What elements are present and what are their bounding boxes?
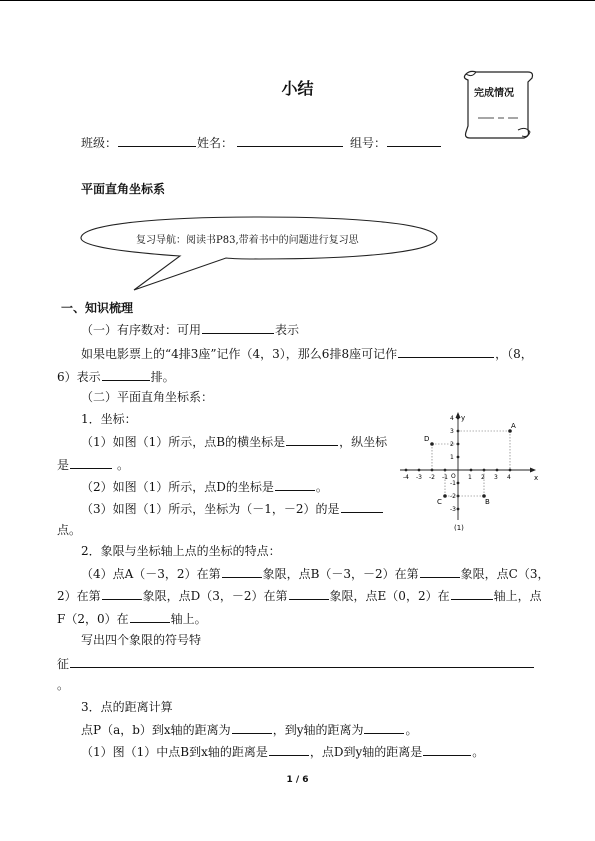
answer-blank[interactable]	[286, 433, 338, 446]
x-tick-mark	[405, 469, 408, 472]
y-tick-label: 3	[450, 428, 454, 435]
y-tick-label: -1	[450, 480, 456, 487]
text-line: （2）如图（1）所示，点D的坐标是 。	[81, 480, 328, 494]
text-line: （1）如图（1）所示，点B的横坐标是 ，纵坐标	[81, 435, 388, 449]
text-line: 2．象限与坐标轴上点的坐标的特点：	[81, 544, 281, 558]
y-tick-label: -3	[450, 506, 456, 513]
section-title: 平面直角坐标系	[81, 182, 166, 196]
top-rule	[0, 0, 595, 1]
y-tick-mark	[457, 456, 460, 459]
x-tick-label: 4	[507, 474, 511, 481]
answer-blank[interactable]	[398, 345, 494, 358]
group-field[interactable]	[387, 134, 441, 147]
x-tick-mark	[496, 469, 499, 472]
answer-blank[interactable]	[102, 368, 150, 381]
origin-label: O	[451, 473, 456, 480]
coordinate-figure	[396, 412, 542, 536]
answer-blank[interactable]	[269, 743, 309, 756]
text-line: 如果电影票上的“4排3座”记作（4，3），那么6排8座可记作 ，（8，	[81, 347, 533, 361]
y-tick-label: -2	[450, 493, 456, 500]
completion-scroll	[456, 68, 538, 144]
point-label: B	[485, 498, 490, 506]
y-tick-mark	[457, 508, 460, 511]
answer-blank[interactable]	[70, 655, 534, 668]
callout-text: 复习导航：阅读书P83,带着书中的问题进行复习思	[136, 235, 359, 246]
page-title: 小结	[281, 79, 314, 98]
group-label: 组号：	[350, 136, 387, 150]
y-tick-label: 2	[450, 441, 454, 448]
x-tick-label: -4	[403, 474, 409, 481]
answer-blank[interactable]	[275, 478, 315, 491]
text-line: （一）有序数对：可用 表示	[81, 323, 300, 337]
name-field[interactable]	[237, 134, 343, 147]
y-axis-label: y	[461, 414, 466, 422]
answer-blank[interactable]	[202, 321, 274, 334]
text-line: （3）如图（1）所示，坐标为（－1，－2）的是	[81, 500, 384, 517]
text-line: （二）平面直角坐标系：	[81, 390, 214, 404]
speech-bubble-icon	[76, 214, 442, 294]
answer-blank[interactable]	[232, 721, 272, 734]
answer-blank[interactable]	[289, 587, 329, 600]
x-tick-label: 1	[468, 474, 472, 481]
answer-blank[interactable]	[70, 456, 112, 469]
answer-blank[interactable]	[130, 610, 170, 623]
answer-blank[interactable]	[102, 587, 142, 600]
x-axis-label: x	[534, 474, 539, 482]
text-line: 点P（a，b）到x轴的距离为 ，到y轴的距离为 。	[81, 723, 418, 737]
point-marker	[443, 494, 447, 498]
x-tick-label: -1	[442, 474, 448, 481]
figure-caption: (1)	[454, 524, 464, 532]
answer-blank[interactable]	[423, 743, 471, 756]
x-tick-label: 2	[481, 474, 485, 481]
y-tick-mark	[457, 417, 460, 420]
x-tick-label: 3	[494, 474, 498, 481]
class-field[interactable]	[118, 134, 196, 147]
y-tick-mark	[457, 482, 460, 485]
text-line: 1．坐标：	[81, 412, 137, 426]
x-tick-label: -3	[416, 474, 422, 481]
y-tick-label: 4	[450, 415, 454, 422]
x-tick-mark	[470, 469, 473, 472]
text-line: 点。	[57, 523, 82, 537]
answer-blank[interactable]	[222, 565, 262, 578]
answer-blank[interactable]	[420, 565, 460, 578]
answer-blank[interactable]	[451, 587, 493, 600]
text-line: 是 。	[57, 458, 130, 472]
point-label: D	[424, 435, 430, 443]
point-label: A	[511, 422, 516, 430]
answer-blank[interactable]	[364, 721, 404, 734]
class-label: 班级：	[81, 136, 118, 150]
text-line: （1）图（1）中点B到x轴的距离是 ，点D到y轴的距离是 。	[81, 745, 485, 759]
text-line: 2）在第 象限，点D（3，－2）在第 象限，点E（0，2）在 轴上，点	[57, 589, 542, 603]
text-line: （4）点A（－3，2）在第 象限，点B（－3，－2）在第 象限，点C（3，	[81, 567, 550, 581]
text-line: F（2，0）在 轴上。	[57, 612, 207, 626]
answer-blank[interactable]	[341, 500, 383, 513]
page-number: 1 / 6	[286, 775, 309, 785]
y-tick-label: 1	[450, 454, 454, 461]
point-marker	[430, 442, 434, 446]
x-tick-label: -2	[429, 474, 435, 481]
part1-title: 一、知识梳理	[61, 301, 134, 315]
x-tick-mark	[418, 469, 421, 472]
point-label: C	[437, 498, 442, 506]
review-callout	[76, 214, 442, 294]
name-label: 姓名：	[197, 136, 234, 150]
x-axis-arrow-icon	[530, 468, 536, 473]
text-line: 征	[57, 655, 535, 672]
text-line: 。	[57, 678, 70, 692]
text-line: 6）表示 排。	[57, 370, 175, 384]
text-line: 3．点的距离计算	[81, 700, 173, 714]
text-line: 写出四个象限的符号特	[81, 633, 202, 647]
header-row	[81, 134, 442, 151]
completion-label: 完成情况	[474, 88, 514, 99]
scroll-icon	[456, 68, 538, 144]
